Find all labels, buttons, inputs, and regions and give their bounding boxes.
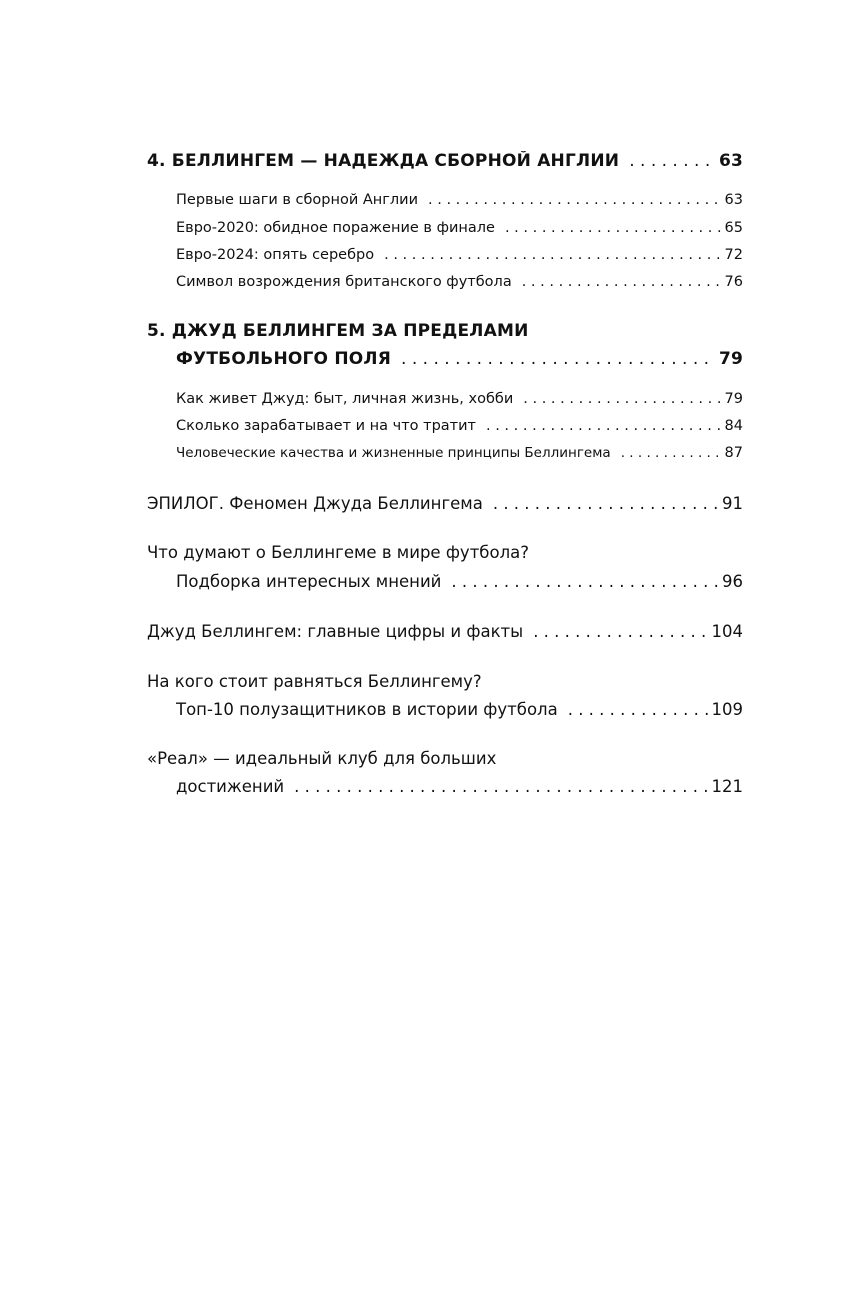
toc-chapter-5[interactable]: [176, 349, 743, 369]
dot-leader: [621, 445, 721, 461]
toc-item[interactable]: [176, 445, 743, 461]
dot-leader: [568, 700, 708, 719]
dot-leader: [523, 391, 720, 407]
dot-leader: [486, 418, 721, 434]
toc-facts[interactable]: [147, 622, 743, 641]
toc-item[interactable]: [176, 391, 743, 407]
dot-leader: [428, 192, 721, 208]
toc-item[interactable]: [176, 274, 743, 290]
page-number: 104: [711, 622, 743, 641]
dot-leader: [401, 349, 715, 369]
toc-opinions[interactable]: [176, 572, 743, 591]
toc-chapter-4[interactable]: [147, 151, 743, 171]
chapter-title-line2: ФУТБОЛЬНОГО ПОЛЯ: [176, 349, 392, 369]
dot-leader: [493, 494, 718, 513]
dot-leader: [294, 777, 707, 796]
toc-item-label: Как живет Джуд: быт, личная жизнь, хобби: [176, 391, 514, 407]
toc-item-label: Топ-10 полузащитников в истории футбола: [176, 700, 558, 719]
toc-top10-line1: На кого стоит равняться Беллингему?: [147, 672, 482, 691]
toc-item-label: Евро-2020: обидное поражение в финале: [176, 220, 495, 236]
toc-item-label: достижений: [176, 777, 285, 796]
toc-item[interactable]: [176, 418, 743, 434]
dot-leader: [451, 572, 718, 591]
toc-item[interactable]: [176, 247, 743, 263]
toc-real[interactable]: [176, 777, 743, 796]
toc-top10[interactable]: [176, 700, 743, 719]
toc-item-label: Подборка интересных мнений: [176, 572, 442, 591]
page-number: 63: [724, 192, 743, 208]
toc-item-label: Символ возрождения британского футбола: [176, 274, 512, 290]
toc-item-label: Евро-2024: опять серебро: [176, 247, 375, 263]
chapter-title-line1: 5. ДЖУД БЕЛЛИНГЕМ ЗА ПРЕДЕЛАМИ: [147, 321, 529, 341]
page-number: 91: [722, 494, 743, 513]
page-number: 79: [718, 349, 743, 369]
toc-opinions-line1: Что думают о Беллингеме в мире футбола?: [147, 543, 529, 562]
page-number: 121: [711, 777, 743, 796]
page-number: 65: [724, 220, 743, 236]
page-number: 63: [718, 151, 743, 171]
dot-leader: [522, 274, 721, 290]
page-number: 79: [724, 391, 743, 407]
toc-item-label: Первые шаги в сборной Англии: [176, 192, 419, 208]
page-number: 84: [724, 418, 743, 434]
page-number: 76: [724, 274, 743, 290]
toc-epilogue[interactable]: [147, 494, 743, 513]
toc-real-line1: «Реал» — идеальный клуб для больших: [147, 749, 497, 768]
page-number: 96: [722, 572, 743, 591]
toc-item-label: Джуд Беллингем: главные цифры и факты: [147, 622, 524, 641]
page-number: 109: [711, 700, 743, 719]
chapter-title: 4. БЕЛЛИНГЕМ — НАДЕЖДА СБОРНОЙ АНГЛИИ: [147, 151, 620, 171]
dot-leader: [629, 151, 715, 171]
page-number: 72: [724, 247, 743, 263]
dot-leader: [384, 247, 720, 263]
toc-item-label: Сколько зарабатывает и на что тратит: [176, 418, 476, 434]
dot-leader: [505, 220, 721, 236]
page-number: 87: [724, 445, 743, 461]
toc-item[interactable]: [176, 220, 743, 236]
toc-item[interactable]: [176, 192, 743, 208]
toc-item-label: ЭПИЛОГ. Феномен Джуда Беллингема: [147, 494, 483, 513]
dot-leader: [533, 622, 707, 641]
toc-item-label: Человеческие качества и жизненные принципы Беллингема: [176, 445, 611, 461]
